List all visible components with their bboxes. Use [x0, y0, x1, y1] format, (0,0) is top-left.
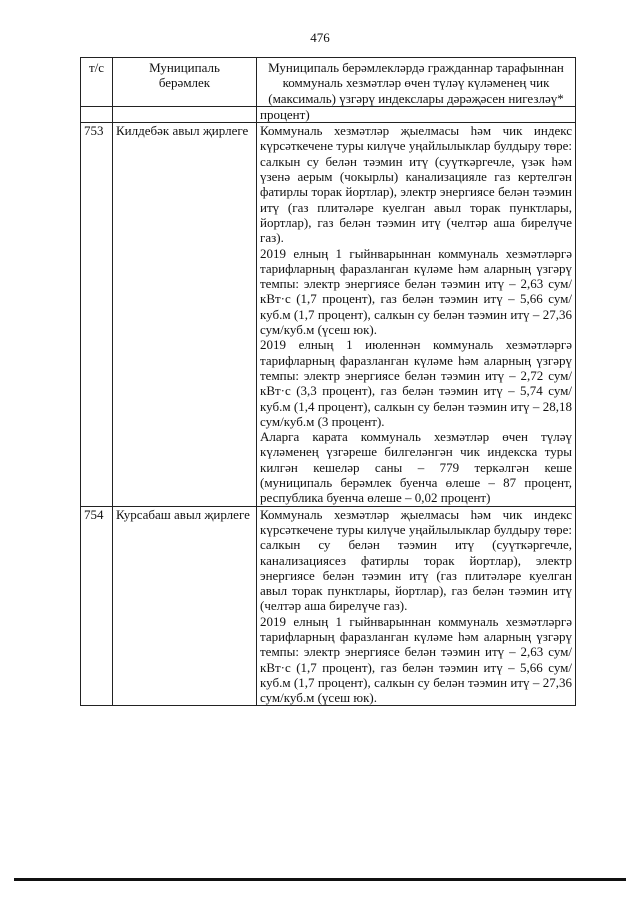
- paragraph: 2019 елның 1 гыйнварыннан коммуналь хезмәтләргә тарифларның фаразланган күләме һәм аларның үзгәрү темпы: электр энергиясе белән тәэмин итү – 2,63 сум/кВт·с (1,7 процент), газ белән тәэмин итү – 5,66 сум/куб.м (1,7 процент), салкын су белән тәэмин итү – 27,36 сум/куб.м (үсеш юк).: [260, 245, 572, 338]
- continuation-row: [81, 106, 576, 122]
- header-description: Муниципаль берәмлекләрдә гражданнар тарафыннан коммуналь хезмәтләр өчен түләү күләменең чик (максималь) үзгәрү индекслары дәрәҗәсен нигезләү*: [257, 58, 576, 107]
- paragraph: Коммуналь хезмәтләр җыелмасы һәм чик индекс күрсәткечене туры килүче уңайлылыклар булдыру төре: салкын су белән тәэмин итү (суүткәргечле, канализациясез фатирлы торак йортлар), электр энергиясе белән тәэмин итү (газ плитәләре куелган авыл торак пунктлары, йортлар), газ белән тәэмин итү (челтәр аша бирелүче газ).: [260, 506, 572, 614]
- header-municipality: Муниципаль берәмлек: [113, 58, 257, 107]
- row-number: 753: [81, 123, 113, 506]
- header-number: т/с: [81, 58, 113, 107]
- description-cell: [257, 506, 576, 706]
- paragraph: 2019 елның 1 гыйнварыннан коммуналь хезмәтләргә тарифларның фаразланган күләме һәм аларның үзгәрү темпы: электр энергиясе белән тәэмин итү – 2,63 сум/кВт·с (1,7 процент), газ белән тәэмин итү – 5,66 сум/куб.м (1,7 процент), салкын су белән тәэмин итү – 27,36 сум/куб.м (үсеш юк).: [260, 613, 572, 706]
- table-row: [81, 123, 576, 506]
- table-row: [81, 506, 576, 706]
- paragraph: 2019 елның 1 июленнән коммуналь хезмәтләргә тарифларның фаразланган күләме һәм аларның үзгәрү темпы: электр энергиясе белән тәэмин итү – 2,72 сум/кВт·с (3,3 процент), газ белән тәэмин итү – 5,74 сум/куб.м (1,4 процент), салкын су белән тәэмин итү – 28,18 сум/куб.м (3 процент).: [260, 337, 572, 429]
- continuation-num-cell: [81, 106, 113, 122]
- continuation-text: процент): [257, 106, 576, 122]
- continuation-name-cell: [113, 106, 257, 122]
- paragraph: Аларга карата коммуналь хезмәтләр өчен түләү күләменең үзгәреше билгеләнгән чик индекска туры килгән кешеләр саны – 779 теркәлгән кеше (муниципаль берәмлек буенча өлеше – 87 процент, республика буенча өлеше – 0,02 процент): [260, 429, 572, 506]
- municipality-name: Килдебәк авыл җирлеге: [113, 123, 257, 506]
- table-header-row: [81, 58, 576, 107]
- row-number: 754: [81, 506, 113, 706]
- page-number: 476: [310, 30, 330, 45]
- municipality-name: Курсабаш авыл җирлеге: [113, 506, 257, 706]
- description-cell: [257, 123, 576, 506]
- paragraph: Коммуналь хезмәтләр җыелмасы һәм чик индекс күрсәткечене туры килүче уңайлылыклар булдыру төре: салкын су белән тәэмин итү (суүткәргечле, үзәк һәм үзенә аерым (чокырлы) канализацияле газ кертелгән фатирлы торак йортлар), электр энергиясе белән тәэмин итү (газ плитәләре куелган авыл торак пунктлары, йортлар), газ белән тәэмин итү (челтәр аша бирелүче газ).: [260, 123, 572, 246]
- bottom-rule: [14, 878, 626, 881]
- indices-table: [80, 57, 576, 706]
